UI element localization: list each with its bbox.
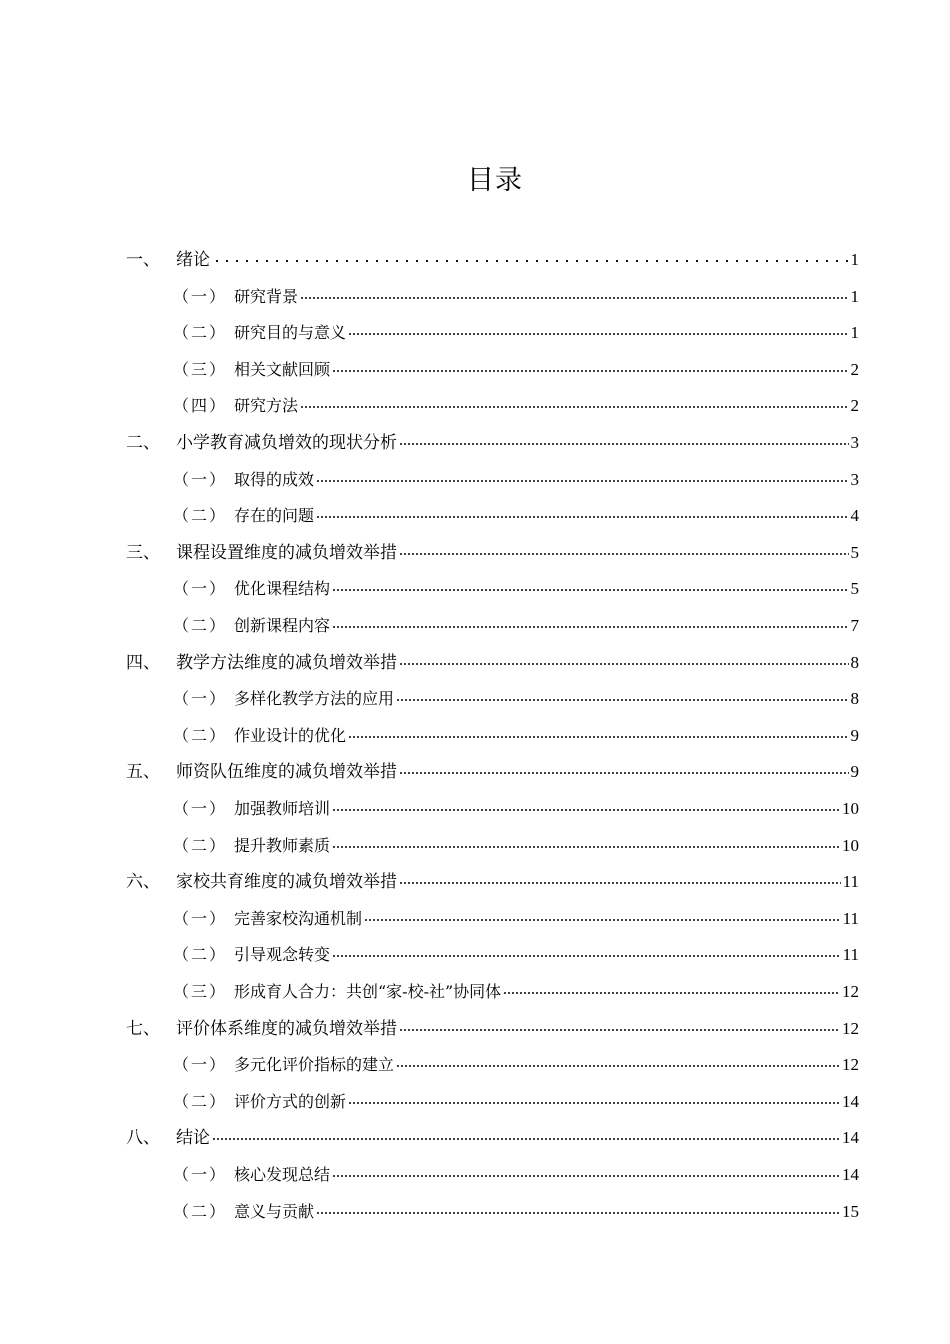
toc-entry[interactable]	[0, 673, 950, 709]
toc-entry[interactable]	[0, 1076, 950, 1112]
toc-entry-number: （一）	[173, 1055, 228, 1075]
toc-dot-leader	[396, 1065, 840, 1067]
toc-entry-page-number: 9	[850, 725, 859, 745]
toc-dot-leader	[364, 919, 841, 921]
toc-dot-leader	[399, 553, 849, 555]
toc-entry-page-number: 3	[850, 469, 859, 489]
toc-entry-page-number: 2	[850, 359, 859, 379]
toc-entry-number: （二）	[173, 506, 228, 526]
toc-entry-title: 提升教师素质	[234, 835, 331, 855]
toc-entry-number: （三）	[173, 359, 228, 379]
toc-entry[interactable]	[0, 637, 950, 673]
toc-dot-leader	[399, 882, 841, 884]
toc-entry-title: 课程设置维度的减负增效举措	[176, 542, 397, 563]
toc-entry-number: （一）	[173, 1165, 228, 1184]
toc-dot-leader	[332, 955, 841, 957]
toc-entry-title: 评价方式的创新	[234, 1091, 347, 1111]
toc-entry-number: 一、	[126, 250, 160, 270]
toc-entry[interactable]	[0, 710, 950, 746]
toc-entry-title: 研究方法	[234, 396, 299, 416]
toc-entry-number: （二）	[173, 835, 228, 855]
toc-entry-page-number: 7	[850, 616, 859, 635]
toc-entry-page-number: 14	[842, 1091, 859, 1111]
toc-entry-number: （二）	[173, 616, 228, 635]
toc-entry[interactable]	[0, 417, 950, 453]
toc-entry-page-number: 11	[842, 945, 859, 965]
toc-dot-leader	[348, 1102, 840, 1104]
toc-entry-page-number: 8	[850, 652, 859, 672]
toc-dot-leader	[316, 1212, 840, 1214]
toc-entry-number: （二）	[173, 945, 228, 965]
toc-dot-leader	[212, 1138, 840, 1140]
toc-entry-page-number: 1	[850, 286, 859, 306]
toc-entry[interactable]	[0, 344, 950, 380]
toc-entry-number: 八、	[126, 1128, 160, 1149]
toc-entry[interactable]	[0, 820, 950, 856]
toc-dot-leader	[396, 699, 848, 701]
toc-dot-leader	[399, 1029, 840, 1031]
toc-entry-title: 师资队伍维度的减负增效举措	[176, 762, 397, 783]
toc-entry-page-number: 11	[842, 872, 859, 892]
toc-entry[interactable]	[0, 307, 950, 343]
toc-entry-page-number: 14	[842, 1128, 859, 1148]
toc-entry-page-number: 10	[842, 835, 859, 855]
toc-entry[interactable]	[0, 271, 950, 307]
toc-dot-leader	[332, 846, 840, 848]
toc-entry-number: （一）	[173, 579, 228, 599]
toc-entry[interactable]	[0, 966, 950, 1002]
toc-entry-title: 引导观念转变	[234, 945, 331, 965]
toc-entry-page-number: 1	[850, 250, 859, 269]
toc-entry-number: （一）	[173, 799, 228, 818]
toc-entry-title: 绪论	[176, 250, 210, 270]
toc-entry-number: 二、	[126, 433, 160, 453]
toc-dot-leader	[348, 333, 848, 335]
toc-entry-page-number: 1	[850, 323, 859, 343]
toc-entry[interactable]	[0, 234, 950, 270]
toc-entry-title: 结论	[176, 1128, 210, 1149]
toc-entry-page-number: 15	[842, 1201, 859, 1221]
toc-entry-title: 教学方法维度的减负增效举措	[176, 652, 397, 673]
toc-title: 目录	[467, 165, 523, 196]
toc-entry-title: 研究背景	[234, 286, 299, 306]
toc-entry[interactable]	[0, 1003, 950, 1039]
toc-entry-title: 多样化教学方法的应用	[234, 689, 395, 709]
toc-entry-title: 加强教师培训	[234, 799, 331, 818]
toc-entry-title: 完善家校沟通机制	[234, 908, 363, 928]
toc-entry-title: 作业设计的优化	[234, 725, 347, 745]
toc-entry[interactable]	[0, 1112, 950, 1148]
toc-entry-number: （三）	[173, 982, 228, 1001]
toc-entry-title: 取得的成效	[234, 469, 315, 489]
toc-entry-number: （二）	[173, 1201, 228, 1221]
toc-entry[interactable]	[0, 380, 950, 416]
toc-entry-number: （四）	[173, 396, 228, 416]
toc-entry-page-number: 12	[842, 982, 859, 1001]
toc-entry-title: 创新课程内容	[234, 616, 331, 635]
toc-entry-page-number: 10	[842, 799, 859, 818]
toc-entry[interactable]	[0, 527, 950, 563]
toc-entry-number: （一）	[173, 469, 228, 489]
toc-dot-leader	[332, 370, 848, 372]
toc-dot-leader	[503, 992, 840, 994]
toc-entry-page-number: 9	[850, 762, 859, 782]
toc-entry-title: 优化课程结构	[234, 579, 331, 599]
toc-entry-page-number: 4	[850, 506, 859, 526]
toc-entry[interactable]	[0, 893, 950, 929]
toc-entry-number: 三、	[126, 542, 160, 563]
toc-dot-leader	[332, 626, 848, 628]
toc-entry[interactable]	[0, 746, 950, 782]
toc-entry-title: 家校共育维度的减负增效举措	[176, 872, 397, 893]
toc-entry-page-number: 12	[842, 1055, 859, 1075]
toc-entry[interactable]	[0, 1149, 950, 1185]
toc-dot-leader	[399, 772, 849, 774]
toc-dot-leader	[212, 260, 849, 262]
toc-entry-title: 研究目的与意义	[234, 323, 347, 343]
toc-entry-number: （一）	[173, 908, 228, 928]
toc-dot-leader	[332, 809, 840, 811]
toc-entry-page-number: 5	[850, 542, 859, 562]
toc-dot-leader	[316, 480, 848, 482]
toc-entry-number: （二）	[173, 323, 228, 343]
toc-entry-number: 六、	[126, 872, 160, 893]
toc-entry[interactable]	[0, 563, 950, 599]
toc-entry-title: 意义与贡献	[234, 1201, 315, 1221]
toc-entry-page-number: 12	[842, 1018, 859, 1038]
toc-entry[interactable]	[0, 1186, 950, 1222]
toc-entry[interactable]	[0, 856, 950, 892]
toc-dot-leader	[300, 406, 848, 408]
toc-entry-title: 核心发现总结	[234, 1165, 331, 1184]
toc-entry-title: 形成育人合力：共创“家-校-社”协同体	[234, 982, 502, 1001]
toc-entry-number: （一）	[173, 286, 228, 306]
toc-entry-page-number: 14	[842, 1165, 859, 1184]
toc-entry-number: 五、	[126, 762, 160, 783]
toc-dot-leader	[300, 297, 848, 299]
toc-entry-page-number: 3	[850, 433, 859, 452]
toc-entry[interactable]	[0, 1039, 950, 1075]
toc-entry-page-number: 5	[850, 579, 859, 599]
toc-entry-number: （二）	[173, 1091, 228, 1111]
toc-entry-page-number: 8	[850, 689, 859, 709]
toc-entry[interactable]	[0, 490, 950, 526]
toc-dot-leader	[399, 663, 849, 665]
toc-entry-page-number: 2	[850, 396, 859, 416]
toc-entry[interactable]	[0, 454, 950, 490]
toc-entry-number: 四、	[126, 652, 160, 673]
toc-entry[interactable]	[0, 600, 950, 636]
toc-entry-title: 评价体系维度的减负增效举措	[176, 1018, 397, 1039]
toc-entry-title: 多元化评价指标的建立	[234, 1055, 395, 1075]
toc-entry-title: 小学教育减负增效的现状分析	[176, 433, 397, 453]
toc-dot-leader	[348, 736, 848, 738]
toc-entry-title: 相关文献回顾	[234, 359, 331, 379]
toc-dot-leader	[399, 443, 849, 445]
toc-entry-title: 存在的问题	[234, 506, 315, 526]
toc-dot-leader	[316, 516, 848, 518]
toc-entry-number: 七、	[126, 1018, 160, 1039]
toc-dot-leader	[332, 589, 848, 591]
toc-dot-leader	[332, 1175, 840, 1177]
toc-entry-number: （二）	[173, 725, 228, 745]
toc-entry[interactable]	[0, 929, 950, 965]
toc-entry-page-number: 11	[842, 908, 859, 928]
toc-entry[interactable]	[0, 783, 950, 819]
toc-entry-number: （一）	[173, 689, 228, 709]
